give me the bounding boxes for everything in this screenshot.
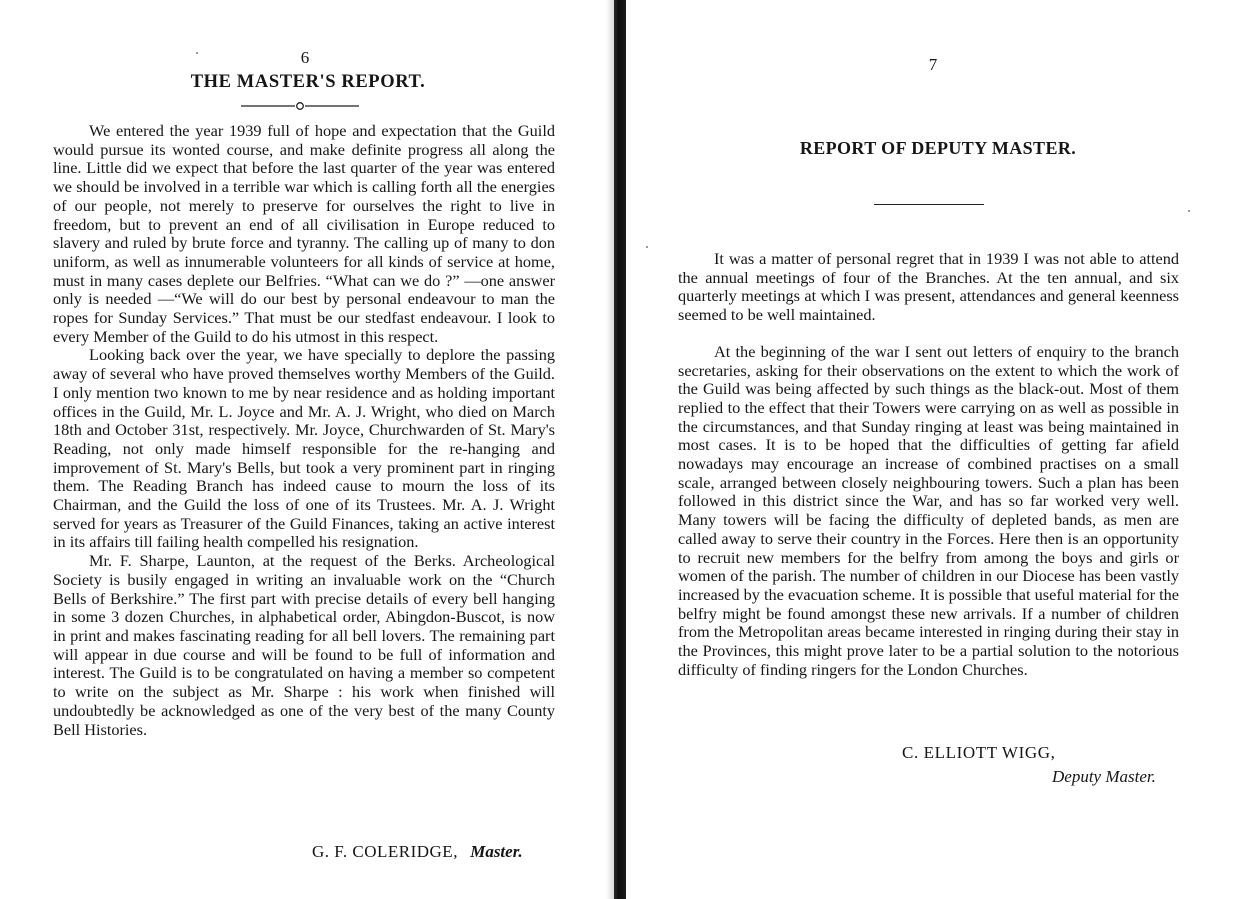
signature-name: G. F. COLERIDGE, [312,842,458,861]
paper-speck [1188,210,1190,212]
book-gutter [614,0,626,899]
paragraph: We entered the year 1939 full of hope and expectation that the Guild would pursue its wonted course, and make definite progress all along the line. Little did we expect that before the last quarter of the year was entered we should be involved in a terrible war which is calling forth all the energies of our people, not merely to preserve for ourselves the right to live in freedom, but to prevent an end of all civilisation in Europe reduced to slavery and ruled by brute force and tyranny. The calling up of many to don uniform, as well as innumerable volunteers for all kinds of service at home, must in many cases deplete our Belfries. “What can we do ?” —one answer only is needed —“We will do our best by personal endeavour to man the ropes for Sunday Services.” That must be our stedfast endeavour. I look to every Member of the Guild to do his utmost in this respect. [53,121,555,346]
report-body [53,122,555,739]
report-title: REPORT OF DEPUTY MASTER. [799,138,1077,158]
paper-speck [646,246,648,248]
title-rule [874,204,984,205]
signature-role: Deputy Master. [1052,767,1156,786]
report-body [678,250,1179,679]
signature-name: C. ELLIOTT WIGG, [902,743,1056,762]
title-ornament [241,100,361,112]
signature [312,842,523,862]
paper-speck [196,52,198,54]
page-number: 6 [300,48,310,67]
paragraph: It was a matter of personal regret that in 1939 I was not able to attend the annual meetings of four of the Branches. At the ten annual, and six quarterly meetings at which I was present, attendances and general keenness seemed to be well maintained. [678,249,1179,325]
paragraph: Mr. F. Sharpe, Launton, at the request of the Berks. Archeological Society is busily engaged in writing an invaluable work on the “Church Bells of Berkshire.” The first part with precise details of every bell hanging in some 3 dozen Churches, in alphabetical order, Abingdon-Buscot, is now in print and makes fascinating reading for all bell lovers. The remaining part will appear in due course and will be found to be full of information and interest. The Guild is to be congratulated on having a member so competent to write on the subject as Mr. Sharpe : his work when finished will undoubtedly be acknowledged as one of the very best of the many County Bell Histories. [53,551,555,739]
paragraph: At the beginning of the war I sent out letters of enquiry to the branch secretaries, asking for their observations on the extent to which the work of the Guild was being affected by such things as the black-out. Most of them replied to the effect that their Towers were carrying on as well as possible in the circumstances, and that Sunday ringing at least was being maintained in most cases. It is to be hoped that the difficulties of getting far afield nowadays may encourage an increase of combined practises on a small scale, arranged between closely neighbouring towers. Such a plan has been followed in this district since the War, and has so far worked very well. Many towers will be facing the difficulty of depleted bands, as men are called away to serve their country in the Forces. Here then is an opportunity to recruit new members for the belfry from among the boys and girls or women of the parish. The number of children in our Diocese has been vastly increased by the evacuation scheme. It is possible that useful material for the belfry might be found amongst these new arrivals. If a number of children from the Metropolitan areas became interested in ringing during their stay in the Provinces, this might prove later to be a partial solution to the notorious difficulty of finding ringers for the London Churches. [678,341,1179,679]
signature-role: Master. [470,842,523,861]
page-number: 7 [928,55,938,74]
left-page [0,0,612,899]
report-title: THE MASTER'S REPORT. [190,72,426,92]
gutter-shadow [606,0,614,899]
paragraph: Looking back over the year, we have specially to deplore the passing away of several who have proved themselves worthy Members of the Guild. I only mention two known to me by near residence and as holding important offices in the Guild, Mr. L. Joyce and Mr. A. J. Wright, who died on March 18th and October 31st, respectively. Mr. Joyce, Churchwarden of St. Mary's Reading, not only made himself responsible for the re-hanging and improvement of St. Mary's Bells, but took a very prominent part in ringing them. The Reading Branch has indeed cause to mourn the loss of its Chairman, and the Guild the loss of one of its Trustees. Mr. A. J. Wright served for years as Treasurer of the Guild Finances, taking an active interest in its affairs till failing health compelled his resignation. [53,345,555,552]
right-page [630,0,1250,899]
